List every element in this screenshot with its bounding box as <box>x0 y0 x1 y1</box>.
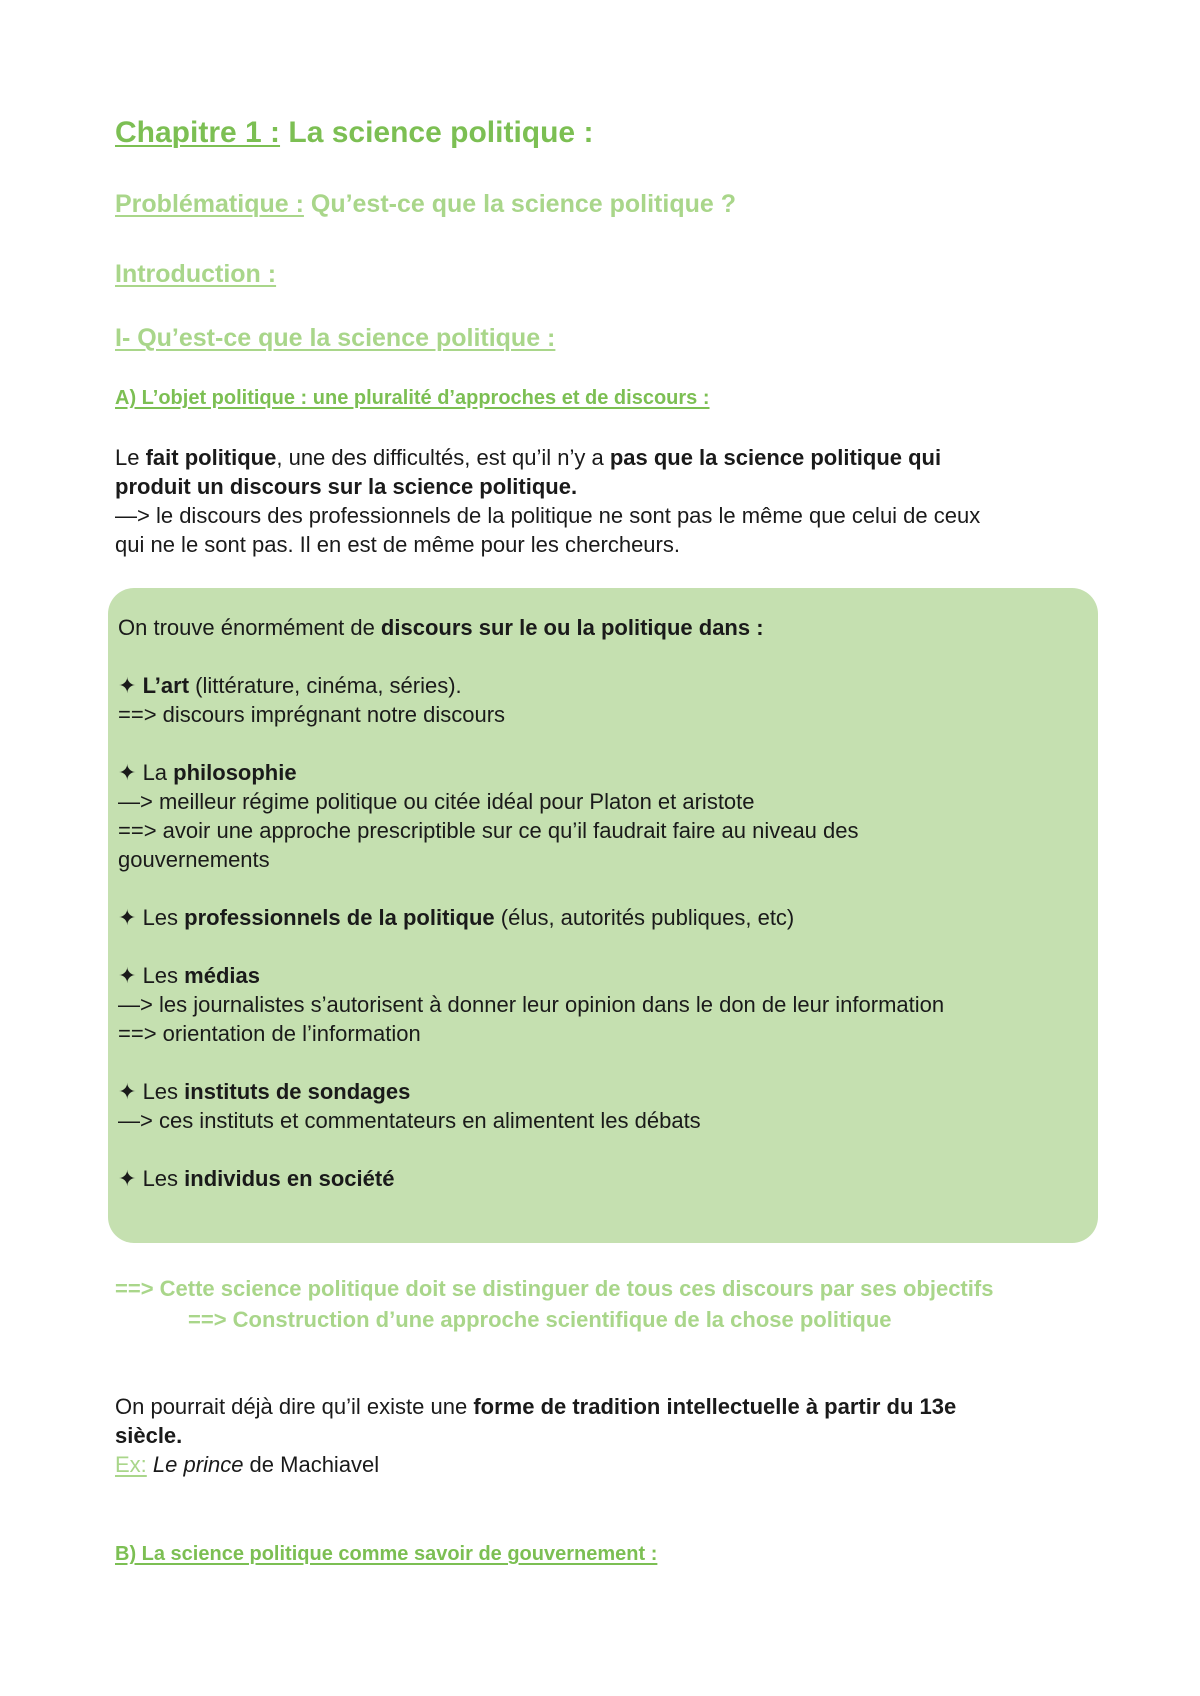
bold-run: individus en société <box>184 1166 395 1191</box>
text-run: Les <box>142 963 185 988</box>
text-run: (élus, autorités publiques, etc) <box>494 905 795 930</box>
star-bullet-icon: ✦ <box>118 673 137 698</box>
text-run: (littérature, cinéma, séries). <box>189 673 462 698</box>
bold-run: fait politique <box>145 445 277 470</box>
star-bullet-icon: ✦ <box>118 963 137 988</box>
chapter-title <box>115 116 593 150</box>
list-item-professionnels <box>118 903 944 932</box>
section-1-heading: I- Qu’est-ce que la science politique : <box>115 324 556 352</box>
text-run: On trouve énormément de <box>118 615 381 640</box>
list-item-medias <box>118 961 944 990</box>
list-subline: gouvernements <box>118 847 270 872</box>
list-item-philosophie <box>118 758 944 787</box>
problematique-label: Problématique : <box>115 190 304 218</box>
star-bullet-icon: ✦ <box>118 1079 137 1104</box>
bold-run: instituts de sondages <box>184 1079 411 1104</box>
paragraph-2 <box>115 1392 956 1479</box>
bold-run: médias <box>184 963 260 988</box>
star-bullet-icon: ✦ <box>118 905 137 930</box>
chapter-label: Chapitre 1 : <box>115 116 281 149</box>
text-run: de Machiavel <box>243 1452 380 1477</box>
bold-run: discours sur le ou la politique dans : <box>380 615 764 640</box>
bold-run: pas que la science politique qui <box>609 445 942 470</box>
paragraph-1-line: qui ne le sont pas. Il en est de même pour les chercheurs. <box>115 532 680 557</box>
text-run: Les <box>142 1166 185 1191</box>
paragraph-2-line: siècle. <box>115 1423 183 1448</box>
bold-run: L’art <box>142 673 190 698</box>
paragraph-1-line: produit un discours sur la science politique. <box>115 474 578 499</box>
conclusion-line-2: ==> Construction d’une approche scientifique de la chose politique <box>188 1307 892 1332</box>
conclusion-line-1: ==> Cette science politique doit se distinguer de tous ces discours par ses objectifs <box>115 1276 994 1301</box>
star-bullet-icon: ✦ <box>118 1166 137 1191</box>
list-subline: ==> discours imprégnant notre discours <box>118 702 506 727</box>
text-run: Le <box>115 445 146 470</box>
list-subline: —> ces instituts et commentateurs en alimentent les débats <box>118 1108 701 1133</box>
list-subline: ==> orientation de l’information <box>118 1021 421 1046</box>
subsection-b-heading: B) La science politique comme savoir de gouvernement : <box>115 1543 658 1565</box>
example-line <box>115 1450 956 1479</box>
text-run: La <box>142 760 174 785</box>
list-subline: —> meilleur régime politique ou citée idéal pour Platon et aristote <box>118 789 755 814</box>
italic-run: Le prince <box>152 1452 244 1477</box>
callout-content <box>118 613 944 1193</box>
bold-run: philosophie <box>173 760 297 785</box>
callout-intro <box>118 613 944 642</box>
list-item-sondages <box>118 1077 944 1106</box>
text-run: Les <box>142 1079 185 1104</box>
text-run: On pourrait déjà dire qu’il existe une <box>115 1394 474 1419</box>
example-label: Ex: <box>115 1452 147 1477</box>
problematique-text: Qu’est-ce que la science politique ? <box>303 190 736 218</box>
paragraph-1 <box>115 443 980 559</box>
star-bullet-icon: ✦ <box>118 760 137 785</box>
chapter-title-text: La science politique : <box>280 116 594 149</box>
problematique-heading <box>115 190 736 219</box>
paragraph-1-line <box>115 443 980 472</box>
subsection-a-heading: A) L’objet politique : une pluralité d’approches et de discours : <box>115 387 710 409</box>
bold-run: forme de tradition intellectuelle à partir du 13e <box>473 1394 957 1419</box>
text-run: Les <box>142 905 185 930</box>
list-subline: —> les journalistes s’autorisent à donner leur opinion dans le don de leur information <box>118 992 945 1017</box>
text-run: , une des difficultés, est qu’il n’y a <box>276 445 610 470</box>
list-item-art <box>118 671 944 700</box>
bold-run: professionnels de la politique <box>184 905 495 930</box>
paragraph-2-line <box>115 1392 956 1421</box>
list-subline: ==> avoir une approche prescriptible sur ce qu’il faudrait faire au niveau des <box>118 818 859 843</box>
introduction-heading: Introduction : <box>115 260 277 288</box>
paragraph-1-line: —> le discours des professionnels de la politique ne sont pas le même que celui de ceux <box>115 503 981 528</box>
list-item-individus <box>118 1164 944 1193</box>
